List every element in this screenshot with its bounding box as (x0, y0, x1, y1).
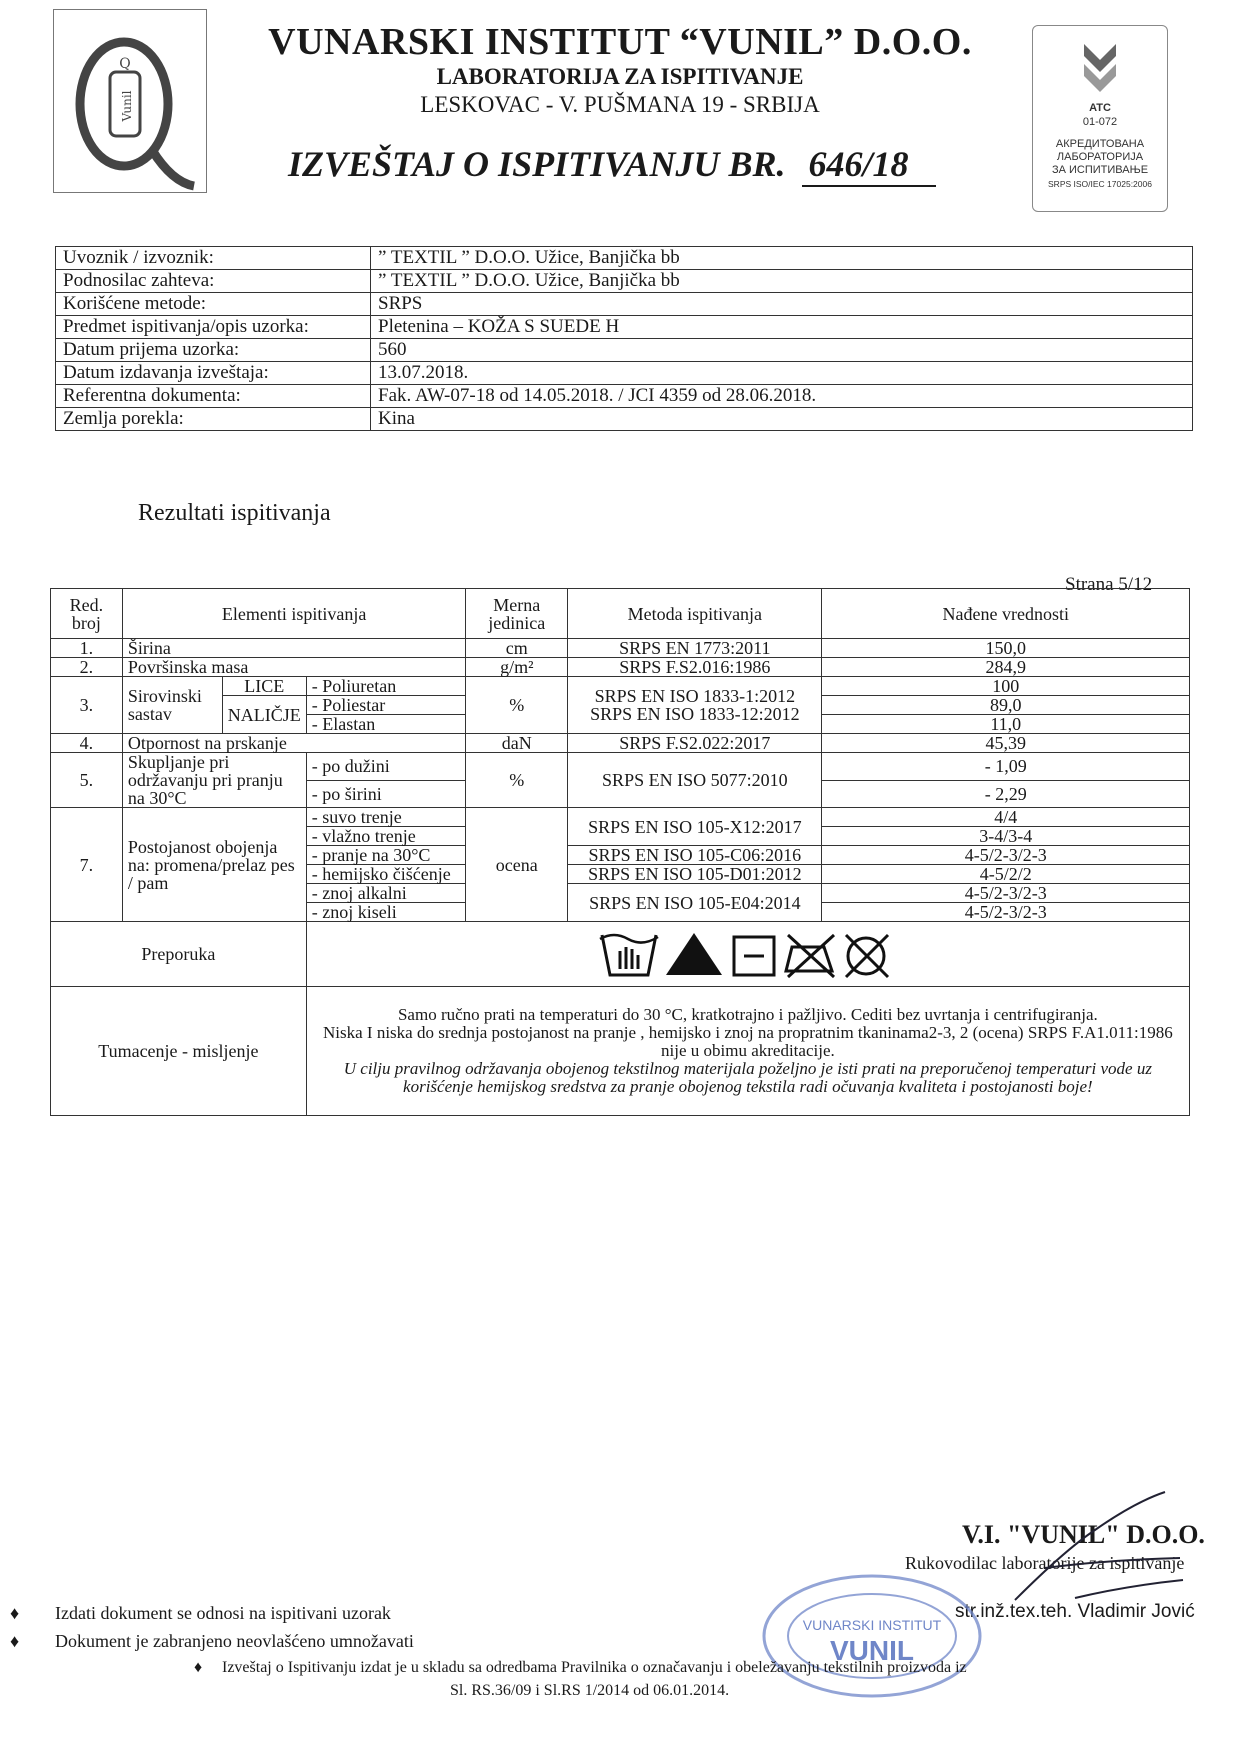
row-number: 1. (51, 639, 123, 658)
lice-label: LICE (222, 677, 306, 696)
nalicje-label: NALIČJE (222, 696, 306, 734)
signature-name: str.inž.tex.teh. Vladimir Jović (955, 1601, 1195, 1622)
footer-note-1 (10, 1603, 391, 1624)
vunil-q-logo-icon (54, 10, 206, 192)
info-value: SRPS (371, 293, 1193, 316)
row-unit: g/m² (466, 658, 568, 677)
row-value: 89,0 (822, 696, 1190, 715)
accreditation-badge (1032, 25, 1168, 212)
row-value: 11,0 (822, 715, 1190, 734)
opinion-line-1: Samo ručno prati na temperaturi do 30 °C, kratkotrajno i pažljivo. Cediti bez uvrtanja i centrifugiranja. (397, 1005, 1098, 1024)
row-subelement: - pranje na 30°C (306, 846, 466, 865)
atc-mark-icon (1078, 40, 1122, 98)
method-line: SRPS EN ISO 1833-12:2012 (590, 704, 800, 724)
report-title (288, 143, 936, 187)
info-row (56, 408, 1193, 431)
info-value: Fak. AW-07-18 od 14.05.2018. / JCI 4359 od 28.06.2018. (371, 385, 1193, 408)
info-label: Podnosilac zahteva: (56, 270, 371, 293)
method-line: SRPS EN ISO 1833-1:2012 (594, 686, 796, 706)
row-method: SRPS EN ISO 105-E04:2014 (568, 884, 822, 922)
row-subelement: - Poliestar (306, 696, 466, 715)
row-subelement: - po dužini (306, 753, 466, 781)
row-method: SRPS EN ISO 5077:2010 (568, 753, 822, 808)
row-subelement: - Elastan (306, 715, 466, 734)
row-number: 4. (51, 734, 123, 753)
info-value: Kina (371, 408, 1193, 431)
row-element: Otpornost na prskanje (122, 734, 466, 753)
row-number: 3. (51, 677, 123, 734)
row-subelement: - vlažno trenje (306, 827, 466, 846)
row-unit: daN (466, 734, 568, 753)
row-method: SRPS EN 1773:2011 (568, 639, 822, 658)
row-element: Sirovinski sastav (122, 677, 222, 734)
info-value: ” TEXTIL ” D.O.O. Užice, Banjička bb (371, 247, 1193, 270)
row-subelement: - hemijsko čišćenje (306, 865, 466, 884)
info-row (56, 247, 1193, 270)
row-value: 4-5/2/2 (822, 865, 1190, 884)
row-value: 4-5/2-3/2-3 (822, 903, 1190, 922)
info-row (56, 293, 1193, 316)
logo-letter: Q (119, 56, 131, 72)
dry-clean-crossed-icon (846, 935, 888, 977)
info-label: Zemlja porekla: (56, 408, 371, 431)
table-row (51, 734, 1190, 753)
results-table (50, 588, 1190, 1116)
tumacenje-label: Tumacenje - misljenje (51, 987, 307, 1116)
row-element: Skupljanje pri održavanju pri pranju na 30°C (122, 753, 306, 808)
header-nadjene-vrednosti: Nađene vrednosti (822, 589, 1190, 639)
table-row (51, 677, 1190, 696)
header-elementi: Elementi ispitivanja (122, 589, 466, 639)
info-label: Korišćene metode: (56, 293, 371, 316)
row-value: 4-5/2-3/2-3 (822, 846, 1190, 865)
institute-logo (53, 9, 207, 193)
logo-text: Vunil (120, 90, 134, 122)
opinion-line-3: U cilju pravilnog održavanja obojenog tekstilnog materijala poželjno je isti prati na preporučenoj temperaturi vode uz korišćenje hemijskog sredstva za pranje obojenog tekstila radi očuvanja kvaliteta i postojanosti boje! (343, 1059, 1152, 1096)
row-subelement: - Poliuretan (306, 677, 466, 696)
row-method: SRPS EN ISO 105-D01:2012 (568, 865, 822, 884)
atc-line2: ЛАБОРАТОРИЈА (1056, 151, 1144, 163)
header-metoda: Metoda ispitivanja (568, 589, 822, 639)
preporuka-label: Preporuka (51, 922, 307, 987)
bullet-icon: ♦ (10, 1631, 20, 1651)
row-method (568, 677, 822, 734)
atc-line1: АКРЕДИТОВАНА (1055, 138, 1145, 150)
handwritten-signature-icon (1005, 1490, 1185, 1610)
row-method: SRPS EN ISO 105-C06:2016 (568, 846, 822, 865)
opinion-text (306, 987, 1189, 1116)
header-red-broj: Red. broj (51, 589, 123, 639)
report-number: 646/18 (802, 143, 936, 187)
row-unit: % (466, 677, 568, 734)
row-value: - 2,29 (822, 780, 1190, 808)
institute-name: VUNARSKI INSTITUT “VUNIL” D.O.O. (268, 21, 972, 63)
care-symbols (306, 922, 1189, 987)
row-value: - 1,09 (822, 753, 1190, 781)
row-value: 150,0 (822, 639, 1190, 658)
row-value: 4/4 (822, 808, 1190, 827)
info-label: Datum prijema uzorka: (56, 339, 371, 362)
sample-info-table (55, 246, 1193, 431)
table-row (51, 808, 1190, 827)
row-unit: % (466, 753, 568, 808)
info-label: Datum izdavanja izveštaja: (56, 362, 371, 385)
header-merna-jedinica: Merna jedinica (466, 589, 568, 639)
info-value: 560 (371, 339, 1193, 362)
lab-address: LESKOVAC - V. PUŠMANA 19 - SRBIJA (420, 92, 820, 117)
bullet-icon: ♦ (10, 1603, 20, 1623)
row-value: 4-5/2-3/2-3 (822, 884, 1190, 903)
footer-note-3 (194, 1659, 967, 1677)
row-subelement: - znoj kiseli (306, 903, 466, 922)
row-method: SRPS F.S2.016:1986 (568, 658, 822, 677)
row-value: 3-4/3-4 (822, 827, 1190, 846)
row-unit: ocena (466, 808, 568, 922)
info-value: 13.07.2018. (371, 362, 1193, 385)
note-text: Izveštaj o Ispitivanju izdat je u skladu sa odredbama Pravilnika o označavanju i obeležavanju tekstilnih proizvoda iz (222, 1659, 967, 1676)
info-row (56, 270, 1193, 293)
row-value: 284,9 (822, 658, 1190, 677)
info-label: Uvoznik / izvoznik: (56, 247, 371, 270)
row-number: 5. (51, 753, 123, 808)
stamp-text-2: VUNIL (830, 1635, 914, 1666)
info-row (56, 385, 1193, 408)
page-number: Strana 5/12 (1065, 574, 1153, 595)
row-method: SRPS F.S2.022:2017 (568, 734, 822, 753)
row-element: Površinska masa (122, 658, 466, 677)
table-row (51, 639, 1190, 658)
row-value: 100 (822, 677, 1190, 696)
bullet-icon: ♦ (194, 1659, 203, 1676)
row-number: 7. (51, 808, 123, 922)
atc-line3: ЗА ИСПИТИВАЊЕ (1051, 164, 1149, 176)
info-row (56, 316, 1193, 339)
stamp-text-1: VUNARSKI INSTITUT (802, 1617, 942, 1633)
info-label: Referentna dokumenta: (56, 385, 371, 408)
lab-name: LABORATORIJA ZA ISPITIVANJE (436, 64, 804, 89)
row-element: Postojanost obojenja na: promena/prelaz pes / pam (122, 808, 306, 922)
row-value: 45,39 (822, 734, 1190, 753)
report-title-text: IZVEŠTAJ O ISPITIVANJU BR. (288, 144, 786, 184)
table-row (51, 658, 1190, 677)
info-row (56, 339, 1193, 362)
atc-code: 01-072 (1082, 116, 1118, 128)
row-number: 2. (51, 658, 123, 677)
note-text: Izdati dokument se odnosi na ispitivani uzorak (55, 1603, 391, 1623)
signature-company: V.I. "VUNIL" D.O.O. (962, 1520, 1205, 1549)
bleach-triangle-icon (666, 933, 722, 975)
row-subelement: - suvo trenje (306, 808, 466, 827)
row-subelement: - znoj alkalni (306, 884, 466, 903)
table-row (51, 753, 1190, 781)
footer-note-2 (10, 1631, 414, 1652)
opinion-line-2: Niska I niska do srednja postojanost na pranje , hemijsko i znoj na propratnim tkaninama2-3, 2 (ocena) SRPS F.A1.011:1986 nije u obimu akreditacije. (323, 1023, 1173, 1060)
info-row (56, 362, 1193, 385)
row-element: Širina (122, 639, 466, 658)
info-value: Pletenina – KOŽA S SUEDE H (371, 316, 1193, 339)
results-heading: Rezultati ispitivanja (138, 500, 331, 526)
info-label: Predmet ispitivanja/opis uzorka: (56, 316, 371, 339)
hand-wash-icon (600, 935, 658, 975)
atc-standard: SRPS ISO/IEC 17025:2006 (1048, 179, 1152, 189)
results-header-row (51, 589, 1190, 639)
row-subelement: - po širini (306, 780, 466, 808)
tumble-dry-crossed-icon (734, 937, 774, 975)
opinion-row (51, 987, 1190, 1116)
care-symbols-icon (598, 925, 898, 981)
footer-note-4: Sl. RS.36/09 i Sl.RS 1/2014 od 06.01.2014. (450, 1682, 730, 1699)
signature-role: Rukovodilac laboratorije za ispitivanje (905, 1553, 1185, 1573)
iron-crossed-icon (786, 935, 834, 977)
official-stamp-icon (760, 1572, 985, 1700)
note-text: Dokument je zabranjeno neovlašćeno umnožavati (55, 1631, 414, 1651)
info-value: ” TEXTIL ” D.O.O. Užice, Banjička bb (371, 270, 1193, 293)
care-row (51, 922, 1190, 987)
atc-title: ATC (1089, 102, 1111, 114)
row-unit: cm (466, 639, 568, 658)
row-method: SRPS EN ISO 105-X12:2017 (568, 808, 822, 846)
